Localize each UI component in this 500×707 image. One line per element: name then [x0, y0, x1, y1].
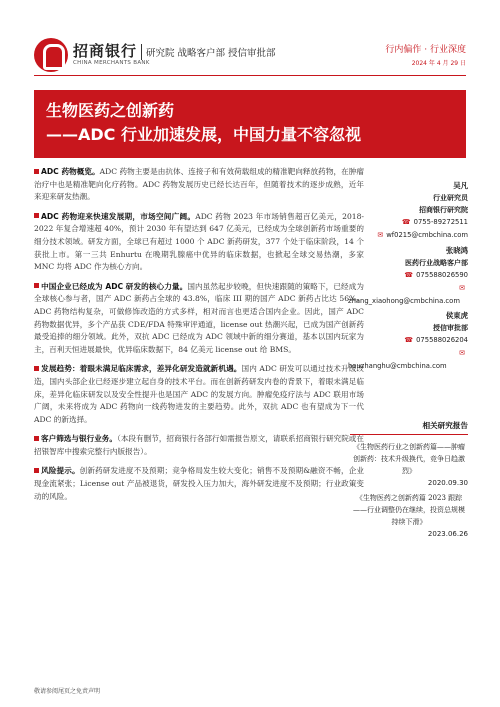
report-subtitle: ——ADC 行业加速发展，中国力量不容忽视 — [46, 125, 361, 144]
header-divider — [141, 44, 142, 60]
phone-row — [372, 269, 468, 282]
paragraph-clients — [34, 433, 364, 458]
bank-name-en: CHINA MERCHANTS BANK — [73, 60, 150, 66]
bullet-icon — [34, 169, 39, 174]
analyst-phone: 0755-89272511 — [413, 218, 468, 226]
summary-body — [34, 166, 364, 510]
analyst-role: 授信审批部 — [433, 323, 468, 332]
report-type: 行内偏作 · 行业深度 — [385, 45, 466, 55]
paragraph-text: 国内虽然起步较晚，但快速跟随的策略下，已经成为全球核心参与者，国产 ADC 新药占全球的 43.8%，临床 III 期的国产 ADC 新药占比达 56%。ADC 药物结构复杂，可做修饰改造的方式多样，相对而言也更适合国内企业。因此，国产 ADC 药物数据优异，多个产品获 CDE/FDA 特殊审评通道，license out 热潮兴起，已成为国产创新药最受追捧的细分领域。此外，双抗 ADC 已经成为 ADC 领域中新的细分赛道，基本以国内玩家为主，百利天恒进展最快，优异临床数据下，84 亿美元 license out 给 BMS。 — [34, 281, 365, 354]
analyst-phone: 075588026204 — [416, 336, 468, 344]
paragraph-lead: 客户筛选与银行业务。 — [41, 434, 118, 444]
analyst-email[interactable]: houzhanghu@cmbchina.com — [348, 362, 447, 370]
analyst-org: 招商银行研究院 — [419, 205, 468, 214]
disclaimer-note: 敬请参阅尾页之免责声明 — [34, 688, 101, 695]
paragraph-lead: 发展趋势：着眼未满足临床需求，差异化研发造就新机遇。 — [41, 364, 242, 374]
paragraph-lead: ADC 药物概览。 — [41, 167, 100, 176]
related-report-item[interactable]: 《生物医药行业之创新药篇——肿瘤创新药：技术升级换代，竞争日趋激烈》 — [353, 443, 465, 475]
phone-row — [372, 334, 468, 347]
analyst-sidebar — [348, 180, 468, 372]
analyst-email[interactable]: zhang_xiaohong@cmbchina.com — [348, 297, 460, 305]
title-banner — [34, 90, 466, 158]
email-icon: ✉ — [459, 349, 465, 357]
analyst-name: 侯東虎 — [445, 311, 468, 320]
related-report-item[interactable]: 《生物医药之创新药篇 2023 跟踪——行业调整仍在继续，投资总规模持续下滑》 — [353, 494, 465, 526]
paragraph-lead: 中国企业已经成为 ADC 研发的核心力量。 — [41, 281, 188, 291]
phone-icon: ☎ — [404, 336, 414, 344]
paragraph-market — [34, 211, 364, 274]
bullet-icon — [34, 213, 39, 218]
paragraph-trend — [34, 363, 364, 426]
analyst-role: 行业研究员 — [433, 193, 468, 202]
paragraph-text: ADC 药物 2023 年市场销售超百亿美元，2018-2022 年复合增速超 40%，预计 2030 年有望达到 647 亿美元，已经成为全球创新药市场重要的细分技术领域。研发方面，全球已有超过 1000 个 ADC 新药研发，377 个处于临床阶段，14 个获批上市。第一三共 Enhurtu 在晚期乳腺癌中优异的临床数据，也掀起全球交易热潮，多家 MNC 均将 ADC 作为核心方向。 — [34, 211, 364, 272]
phone-icon: ☎ — [404, 271, 414, 279]
paragraph-overview — [34, 166, 364, 204]
email-icon: ✉ — [377, 231, 384, 239]
paragraph-lead: ADC 药物迎来快速发展期，市场空间广阔。 — [41, 211, 196, 221]
phone-row — [372, 216, 468, 229]
bullet-icon — [34, 468, 39, 473]
analyst-name: 张晓鸿 — [445, 246, 468, 255]
report-title: 生物医药之创新药 — [46, 101, 175, 120]
email-icon-row — [372, 347, 468, 360]
analyst-name: 吴凡 — [453, 181, 468, 190]
bullet-icon — [34, 366, 39, 371]
bank-name-cn: 招商银行 — [73, 42, 138, 60]
email-icon: ✉ — [459, 284, 465, 292]
analyst-email[interactable]: wf0215@cmbchina.com — [386, 231, 468, 239]
paragraph-text: （本段有删节，招商银行各部行如需报告原文，请联系招商银行研究院或在招银智库中搜索完整行内版报告）。 — [34, 434, 365, 456]
phone-icon: ☎ — [401, 218, 411, 226]
email-row[interactable] — [372, 229, 468, 242]
department-list: 研究院 战略客户部 授信审批部 — [146, 48, 276, 59]
report-date: 2024 年 4 月 29 日 — [411, 60, 466, 67]
paragraph-text: 创新药研发进度不及预期；竞争格局发生较大变化；销售不及预期&融资不畅，企业现金流紧张；License out 产品被退货，研发投入压力加大，海外研发进度不及预期；行业政策变动的风险。 — [34, 466, 364, 501]
related-reports-title: 相关研究报告 — [350, 420, 468, 435]
email-icon-row — [372, 282, 468, 295]
paragraph-lead: 风险提示。 — [41, 466, 80, 476]
paragraph-text: 国内 ADC 研发可以通过技术升级改造，国内头部企业已经逐步建立起自身的技术平台。而在创新药研发内卷的背景下，着眼未满足临床，差异化临床研发以及安全性提升也是国产 ADC 的发展方向。肿瘤免疫疗法与 ADC 联用市场广阔，未来将成为 ADC 药物向一线药物进发的主要趋势。此外，双抗 ADC 也有望成为下一代 ADC 的新选择。 — [34, 364, 364, 424]
analyst-phone: 075588026590 — [416, 271, 468, 279]
paragraph-risk — [34, 465, 364, 503]
bullet-icon — [34, 436, 39, 441]
header-rule — [34, 75, 466, 76]
related-report-date: 2023.06.26 — [427, 530, 468, 538]
report-header — [0, 0, 500, 78]
bullet-icon — [34, 283, 39, 288]
related-report-date: 2020.09.30 — [427, 479, 468, 487]
cmb-logo-icon — [34, 38, 68, 72]
related-reports — [350, 420, 468, 543]
analyst-role: 医药行业战略客户部 — [405, 258, 468, 267]
paragraph-text: ADC 药物主要是由抗体、连接子和有效荷载组成的精准靶向释放药物，在肿瘤治疗中也是精准靶向化疗药物。ADC 药物发展历史已经长达百年，但随着技术的逐步成熟，近年来迎来研发热潮。 — [34, 167, 364, 202]
paragraph-china — [34, 281, 364, 357]
